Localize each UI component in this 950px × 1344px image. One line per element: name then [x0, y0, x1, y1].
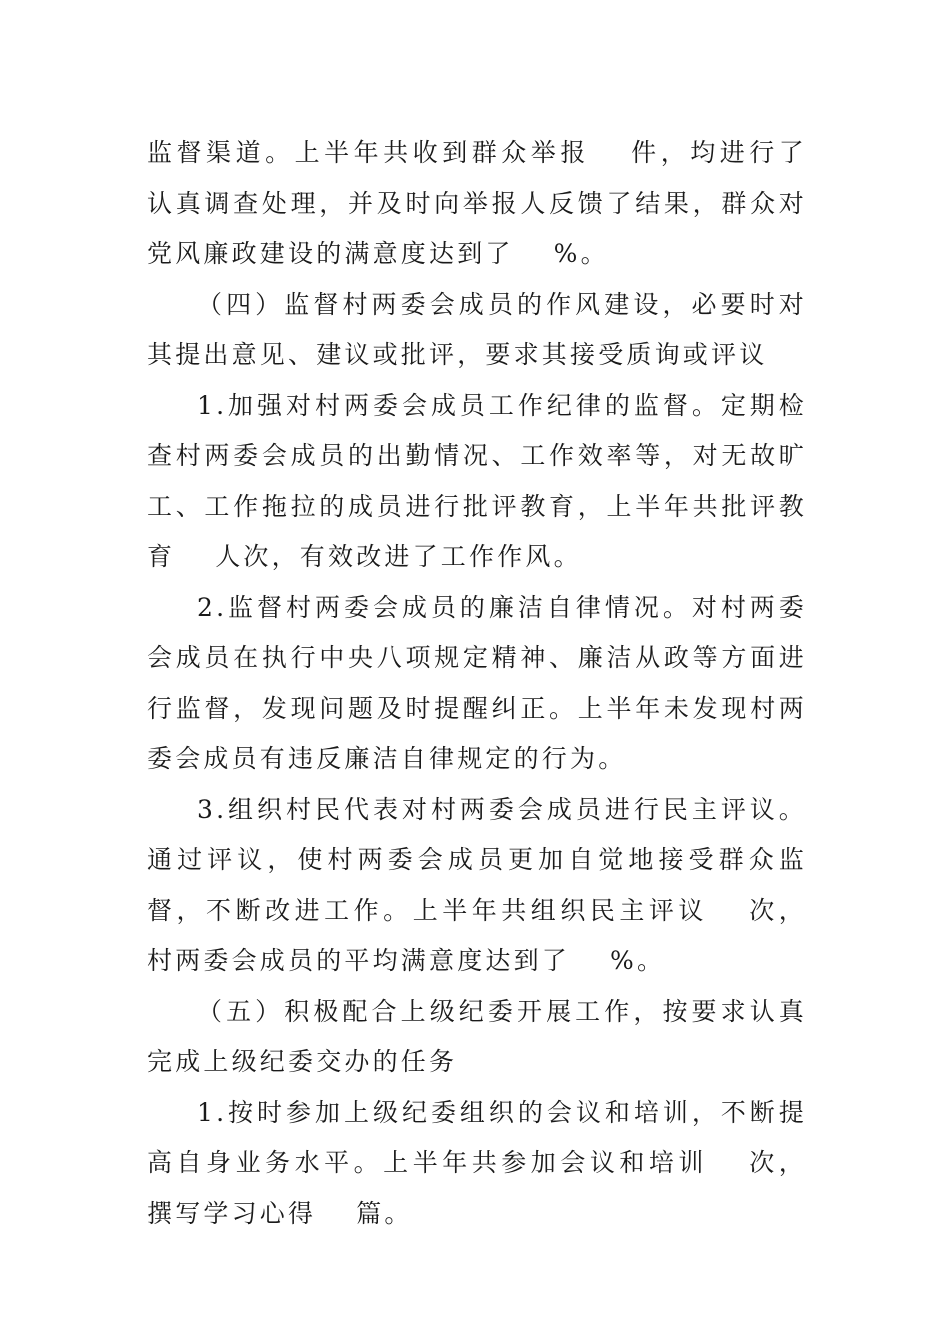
paragraph-text: 次，村两委会成员的平均满意度达到了	[147, 895, 807, 975]
paragraph-text: 2.监督村两委会成员的廉洁自律情况。对村两委会成员在执行中央八项规定精神、廉洁从政等方面进行监督，发现问题及时提醒纠正。上半年未发现村两委会成员有违反廉洁自律规定的行为。	[147, 592, 807, 773]
paragraph-integrity-self-discipline	[147, 583, 807, 785]
paragraph-text: 篇。	[356, 1198, 413, 1228]
paragraph-text: 3.组织村民代表对村两委会成员进行民主评议。通过评议，使村两委会成员更加自觉地接受群众监督，不断改进工作。上半年共组织民主评议	[147, 794, 807, 925]
heading-text: （五）积极配合上级纪委开展工作，按要求认真完成上级纪委交办的任务	[147, 996, 807, 1076]
paragraph-text: 1.按时参加上级纪委组织的会议和培训，不断提高自身业务水平。上半年共参加会议和培训	[147, 1097, 807, 1177]
paragraph-democratic-review	[147, 785, 807, 987]
paragraph-text: %。	[553, 239, 609, 268]
paragraph-text: 1.加强对村两委会成员工作纪律的监督。定期检查村两委会成员的出勤情况、工作效率等，对无故旷工、工作拖拉的成员进行批评教育，上半年共批评教育	[147, 390, 807, 571]
paragraph-text: 监督渠道。上半年共收到群众举报	[147, 138, 590, 167]
paragraph-text: 件，均进行了认真调查处理，并及时向举报人反馈了结果，群众对党风廉政建设的满意度达到了	[147, 138, 807, 268]
heading-text: （四）监督村两委会成员的作风建设，必要时对其提出意见、建议或批评，要求其接受质询或评议	[147, 289, 807, 369]
paragraph-text: %。	[610, 946, 666, 975]
paragraph-meetings-training	[147, 1088, 807, 1240]
document-page	[147, 128, 807, 1239]
paragraph-supervision-channels	[147, 128, 807, 280]
paragraph-text: 人次，有效改进了工作作风。	[215, 542, 582, 571]
section-heading-4	[147, 280, 807, 381]
paragraph-work-discipline	[147, 381, 807, 583]
section-heading-5	[147, 987, 807, 1088]
paragraph-text: 次，撰写学习心得	[147, 1148, 807, 1228]
